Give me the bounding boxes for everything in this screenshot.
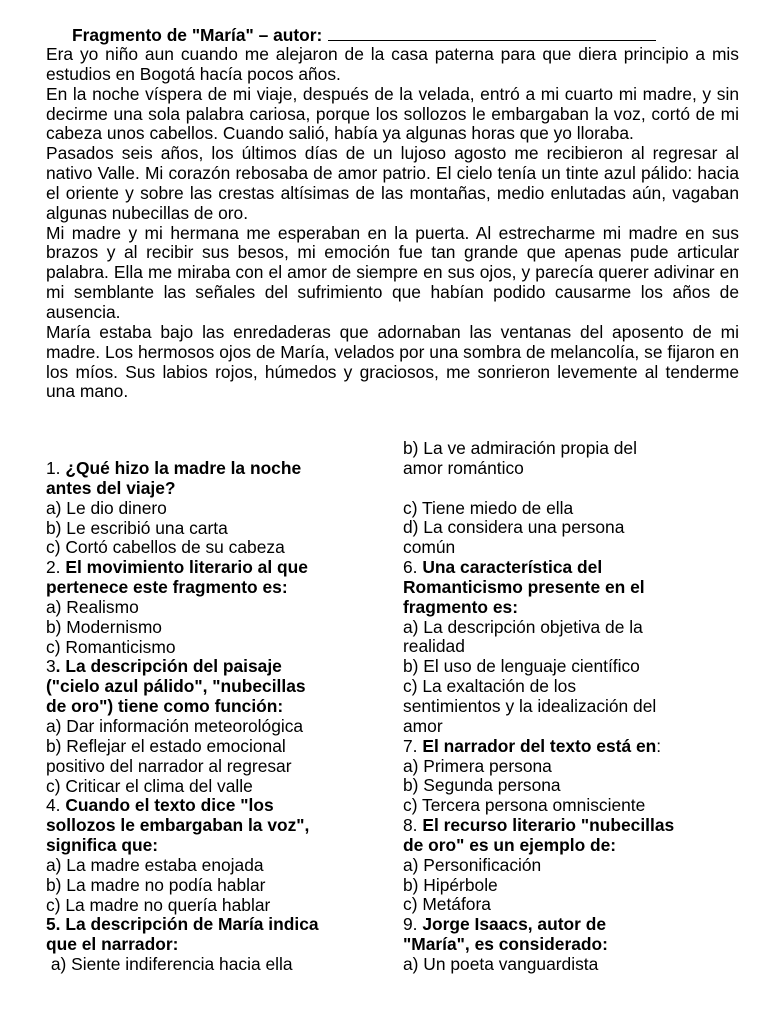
worksheet-title [72, 25, 656, 46]
option-6c-cont: sentimientos y la idealización del [403, 695, 657, 716]
question-6-line: fragmento es: [403, 596, 518, 617]
question-1-line: antes del viaje? [46, 477, 176, 498]
question-2-line: pertenece este fragmento es: [46, 577, 288, 598]
option-8b: b) Hipérbole [403, 874, 498, 895]
option-3c: c) Criticar el clima del valle [46, 775, 253, 796]
option-1c: c) Cortó cabellos de su cabeza [46, 537, 285, 558]
option-6a-cont: realidad [403, 636, 465, 657]
option-6c-cont: amor [403, 715, 443, 736]
option-3a: a) Dar información meteorológica [46, 715, 304, 736]
option-9a: a) Un poeta vanguardista [403, 953, 599, 974]
option-1a: a) Le dio dinero [46, 497, 167, 518]
option-2b: b) Modernismo [46, 616, 162, 637]
option-2c: c) Romanticismo [46, 636, 176, 657]
question-5-line: 5. La descripción de María indica [46, 914, 319, 935]
option-5d: d) La considera una persona [403, 517, 625, 538]
question-6-line: Romanticismo presente en el [403, 576, 645, 597]
option-2a: a) Realismo [46, 596, 139, 617]
option-6a: a) La descripción objetiva de la [403, 616, 643, 637]
question-6-line: 6. Una característica del [403, 557, 603, 578]
story-paragraph: Mi madre y mi hermana me esperaban en la puerta. Al estrecharme mi madre en sus brazos y al recibir sus besos, mi emoción fue tan grande que apenas pude articular palabra. Ella me miraba con el amor de siempre en sus ojos, y parecía querer adivinar en mi semblante las señales del sufrimiento que habían podido causarme los años de ausencia. [46, 222, 739, 322]
question-7-line: 7. El narrador del texto está en: [403, 735, 662, 756]
story-paragraph: Pasados seis años, los últimos días de un lujoso agosto me recibieron al regresar al nativo Valle. Mi corazón rebosaba de amor patrio. El cielo tenía un tinte azul pálido: hacia el oriente y sobre las crestas altísimas de las montañas, medio enlutadas aún, vagaban algunas nubecillas de oro. [46, 143, 739, 223]
option-5a: a) Siente indiferencia hacia ella [46, 954, 293, 975]
questions-right-column [403, 439, 743, 975]
story-paragraph: María estaba bajo las enredaderas que adornaban las ventanas del aposento de mi madre. Los hermosos ojos de María, velados por una sombra de melancolía, se fijaron en los míos. Sus labios rojos, húmedos y graciosos, me sonrieron levemente al tenderme una mano. [46, 321, 739, 402]
option-4c: c) La madre no quería hablar [46, 894, 271, 915]
story-excerpt [46, 45, 739, 402]
question-8-line: 8. El recurso literario "nubecillas [403, 815, 675, 836]
option-4b: b) La madre no podía hablar [46, 874, 266, 895]
title-text: Fragmento de "María" – autor: [72, 25, 323, 45]
option-5d-cont: común [403, 537, 456, 558]
question-9-line: "María", es considerado: [403, 934, 608, 955]
question-1-line: 1. ¿Qué hizo la madre la noche [46, 458, 302, 478]
question-3-line: 3. La descripción del paisaje [46, 656, 282, 677]
question-2-line: 2. El movimiento literario al que [46, 557, 308, 578]
option-5b: b) La ve admiración propia del [403, 438, 637, 458]
author-blank-line [328, 25, 656, 41]
story-paragraph: En la noche víspera de mi viaje, después de la velada, entró a mi cuarto mi madre, y sin decirme una sola palabra cariosa, porque los sollozos le embargaban la voz, cortó de mi cabeza unos cabellos. Cuando salió, había ya algunas horas que yo lloraba. [46, 83, 739, 144]
option-7b: b) Segunda persona [403, 775, 561, 796]
question-3-line: de oro") tiene como función: [46, 696, 284, 717]
question-3-line: ("cielo azul pálido", "nubecillas [46, 676, 306, 697]
option-5b-cont: amor romántico [403, 457, 524, 478]
spacer [403, 479, 743, 499]
option-4a: a) La madre estaba enojada [46, 854, 264, 875]
option-6b: b) El uso de lenguaje científico [403, 656, 640, 677]
question-8-line: de oro" es un ejemplo de: [403, 834, 617, 855]
question-4-line: significa que: [46, 835, 159, 856]
question-4-line: 4. Cuando el texto dice "los [46, 795, 274, 816]
option-5c: c) Tiene miedo de ella [403, 497, 574, 518]
option-7a: a) Primera persona [403, 755, 552, 776]
story-paragraph: Era yo niño aun cuando me alejaron de la casa paterna para que diera principio a mis estudios en Bogotá hacía pocos años. [46, 44, 739, 84]
question-9-line: 9. Jorge Isaacs, autor de [403, 914, 607, 935]
option-6c: c) La exaltación de los [403, 676, 577, 697]
option-3b: b) Reflejar el estado emocional [46, 735, 286, 756]
option-8a: a) Personificación [403, 854, 542, 875]
question-5-line: que el narrador: [46, 934, 179, 955]
option-8c: c) Metáfora [403, 894, 491, 915]
option-7c: c) Tercera persona omnisciente [403, 795, 646, 816]
questions-left-column [46, 459, 391, 975]
option-3b-cont: positivo del narrador al regresar [46, 755, 292, 776]
question-4-line: sollozos le embargaban la voz", [46, 815, 310, 836]
option-1b: b) Le escribió una carta [46, 517, 228, 538]
